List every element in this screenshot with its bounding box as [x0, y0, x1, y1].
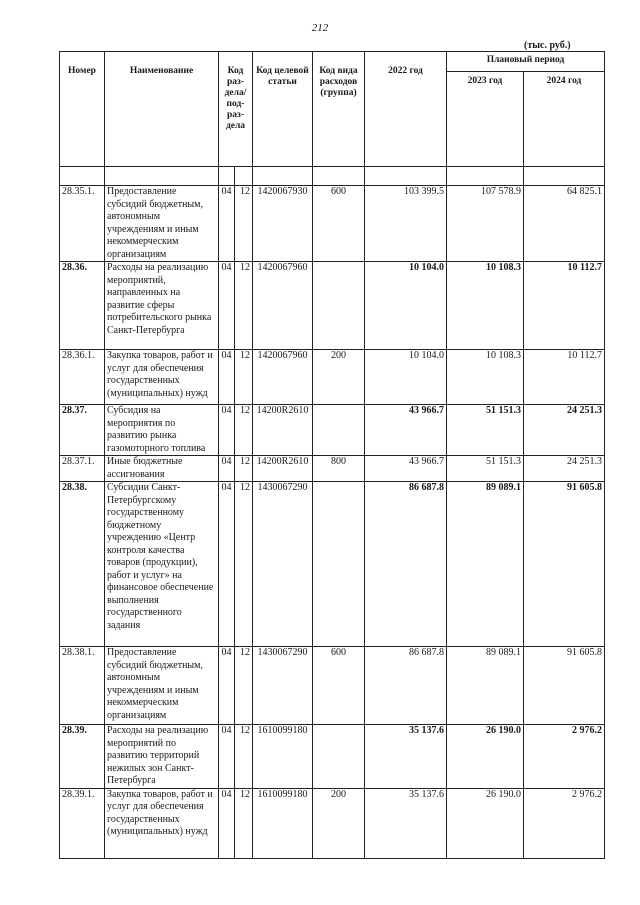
- row-2023: 89 089.1: [447, 647, 524, 725]
- row-2023: 26 190.0: [447, 725, 524, 789]
- header-plan-period: Плановый период: [447, 52, 605, 72]
- row-number: 28.38.: [60, 482, 105, 647]
- row-razdel: 04: [219, 647, 235, 725]
- row-2022: 43 966.7: [365, 405, 447, 456]
- row-expense: 200: [313, 350, 365, 405]
- row-expense: [313, 262, 365, 350]
- header-section: Код раз-дела/ под-раз-дела: [219, 52, 253, 167]
- row-name: Расходы на реализацию мероприятий по развитию территорий нежилых зон Санкт-Петербурга: [105, 725, 219, 789]
- row-2024: 64 825.1: [524, 186, 605, 262]
- row-podrazdel: 12: [235, 647, 253, 725]
- row-number: 28.39.: [60, 725, 105, 789]
- row-expense: [313, 725, 365, 789]
- table-row: [60, 405, 605, 456]
- row-name: Предоставление субсидий бюджетным, автономным учреждениям и иным некоммерческим организациям: [105, 647, 219, 725]
- page-number: 212: [311, 22, 329, 34]
- table-row: [60, 647, 605, 725]
- header-2022: 2022 год: [365, 52, 447, 167]
- table-row: [60, 482, 605, 647]
- table-row: [60, 262, 605, 350]
- header-expense: Код вида расходов (группа): [313, 52, 365, 167]
- row-2022: 10 104.0: [365, 350, 447, 405]
- row-number: 28.36.1.: [60, 350, 105, 405]
- row-2022: 86 687.8: [365, 647, 447, 725]
- row-podrazdel: 12: [235, 788, 253, 858]
- table-row: [60, 186, 605, 262]
- row-razdel: 04: [219, 350, 235, 405]
- row-podrazdel: 12: [235, 482, 253, 647]
- row-podrazdel: 12: [235, 405, 253, 456]
- row-podrazdel: 12: [235, 262, 253, 350]
- row-name: Субсидии Санкт-Петербургскому государственному бюджетному учреждению «Центр контроля качества товаров (продукции), работ и услуг» на финансовое обеспечение выполнения государственного задания: [105, 482, 219, 647]
- row-2024: 91 605.8: [524, 647, 605, 725]
- units-label: (тыс. руб.): [524, 40, 571, 51]
- row-2023: 51 151.3: [447, 456, 524, 482]
- row-name: Расходы на реализацию мероприятий, направленных на развитие сферы потребительского рынка Санкт-Петербурга: [105, 262, 219, 350]
- row-razdel: 04: [219, 788, 235, 858]
- row-2023: 10 108.3: [447, 350, 524, 405]
- row-expense: 600: [313, 647, 365, 725]
- row-2024: 24 251.3: [524, 405, 605, 456]
- table-row: [60, 350, 605, 405]
- row-expense: [313, 482, 365, 647]
- row-target: 1420067930: [253, 186, 313, 262]
- row-target: 14200R2610: [253, 405, 313, 456]
- row-2022: 35 137.6: [365, 725, 447, 789]
- row-2022: 43 966.7: [365, 456, 447, 482]
- row-2024: 10 112.7: [524, 262, 605, 350]
- row-2024: 91 605.8: [524, 482, 605, 647]
- header-spacer-row: [60, 167, 605, 186]
- row-target: 1610099180: [253, 788, 313, 858]
- row-2023: 51 151.3: [447, 405, 524, 456]
- row-name: Предоставление субсидий бюджетным, автономным учреждениям и иным некоммерческим организациям: [105, 186, 219, 262]
- row-target: 1420067960: [253, 262, 313, 350]
- header-2024: 2024 год: [524, 72, 605, 167]
- header-2023: 2023 год: [447, 72, 524, 167]
- row-2024: 2 976.2: [524, 725, 605, 789]
- row-target: 1420067960: [253, 350, 313, 405]
- row-number: 28.36.: [60, 262, 105, 350]
- row-2024: 10 112.7: [524, 350, 605, 405]
- table-row: [60, 725, 605, 789]
- row-expense: 200: [313, 788, 365, 858]
- row-target: 14200R2610: [253, 456, 313, 482]
- row-2022: 10 104.0: [365, 262, 447, 350]
- row-number: 28.35.1.: [60, 186, 105, 262]
- row-2023: 10 108.3: [447, 262, 524, 350]
- row-name: Субсидия на мероприятия по развитию рынка газомоторного топлива: [105, 405, 219, 456]
- row-podrazdel: 12: [235, 186, 253, 262]
- row-razdel: 04: [219, 405, 235, 456]
- row-2023: 26 190.0: [447, 788, 524, 858]
- row-number: 28.37.: [60, 405, 105, 456]
- row-razdel: 04: [219, 482, 235, 647]
- row-target: 1430067290: [253, 647, 313, 725]
- row-name: Закупка товаров, работ и услуг для обеспечения государственных (муниципальных) нужд: [105, 788, 219, 858]
- row-2022: 35 137.6: [365, 788, 447, 858]
- header-number: Номер: [60, 52, 105, 167]
- row-podrazdel: 12: [235, 456, 253, 482]
- row-2023: 89 089.1: [447, 482, 524, 647]
- row-razdel: 04: [219, 456, 235, 482]
- table-row: [60, 456, 605, 482]
- table-row: [60, 788, 605, 858]
- row-razdel: 04: [219, 725, 235, 789]
- row-2023: 107 578.9: [447, 186, 524, 262]
- row-2022: 86 687.8: [365, 482, 447, 647]
- row-razdel: 04: [219, 262, 235, 350]
- budget-table: [59, 51, 605, 859]
- row-target: 1610099180: [253, 725, 313, 789]
- row-expense: 800: [313, 456, 365, 482]
- row-podrazdel: 12: [235, 725, 253, 789]
- row-number: 28.39.1.: [60, 788, 105, 858]
- row-number: 28.38.1.: [60, 647, 105, 725]
- row-number: 28.37.1.: [60, 456, 105, 482]
- row-name: Иные бюджетные ассигнования: [105, 456, 219, 482]
- header-target: Код целевой статьи: [253, 52, 313, 167]
- header-name: Наименование: [105, 52, 219, 167]
- row-name: Закупка товаров, работ и услуг для обеспечения государственных (муниципальных) нужд: [105, 350, 219, 405]
- row-2024: 2 976.2: [524, 788, 605, 858]
- row-razdel: 04: [219, 186, 235, 262]
- row-expense: [313, 405, 365, 456]
- row-2024: 24 251.3: [524, 456, 605, 482]
- row-podrazdel: 12: [235, 350, 253, 405]
- row-expense: 600: [313, 186, 365, 262]
- row-2022: 103 399.5: [365, 186, 447, 262]
- row-target: 1430067290: [253, 482, 313, 647]
